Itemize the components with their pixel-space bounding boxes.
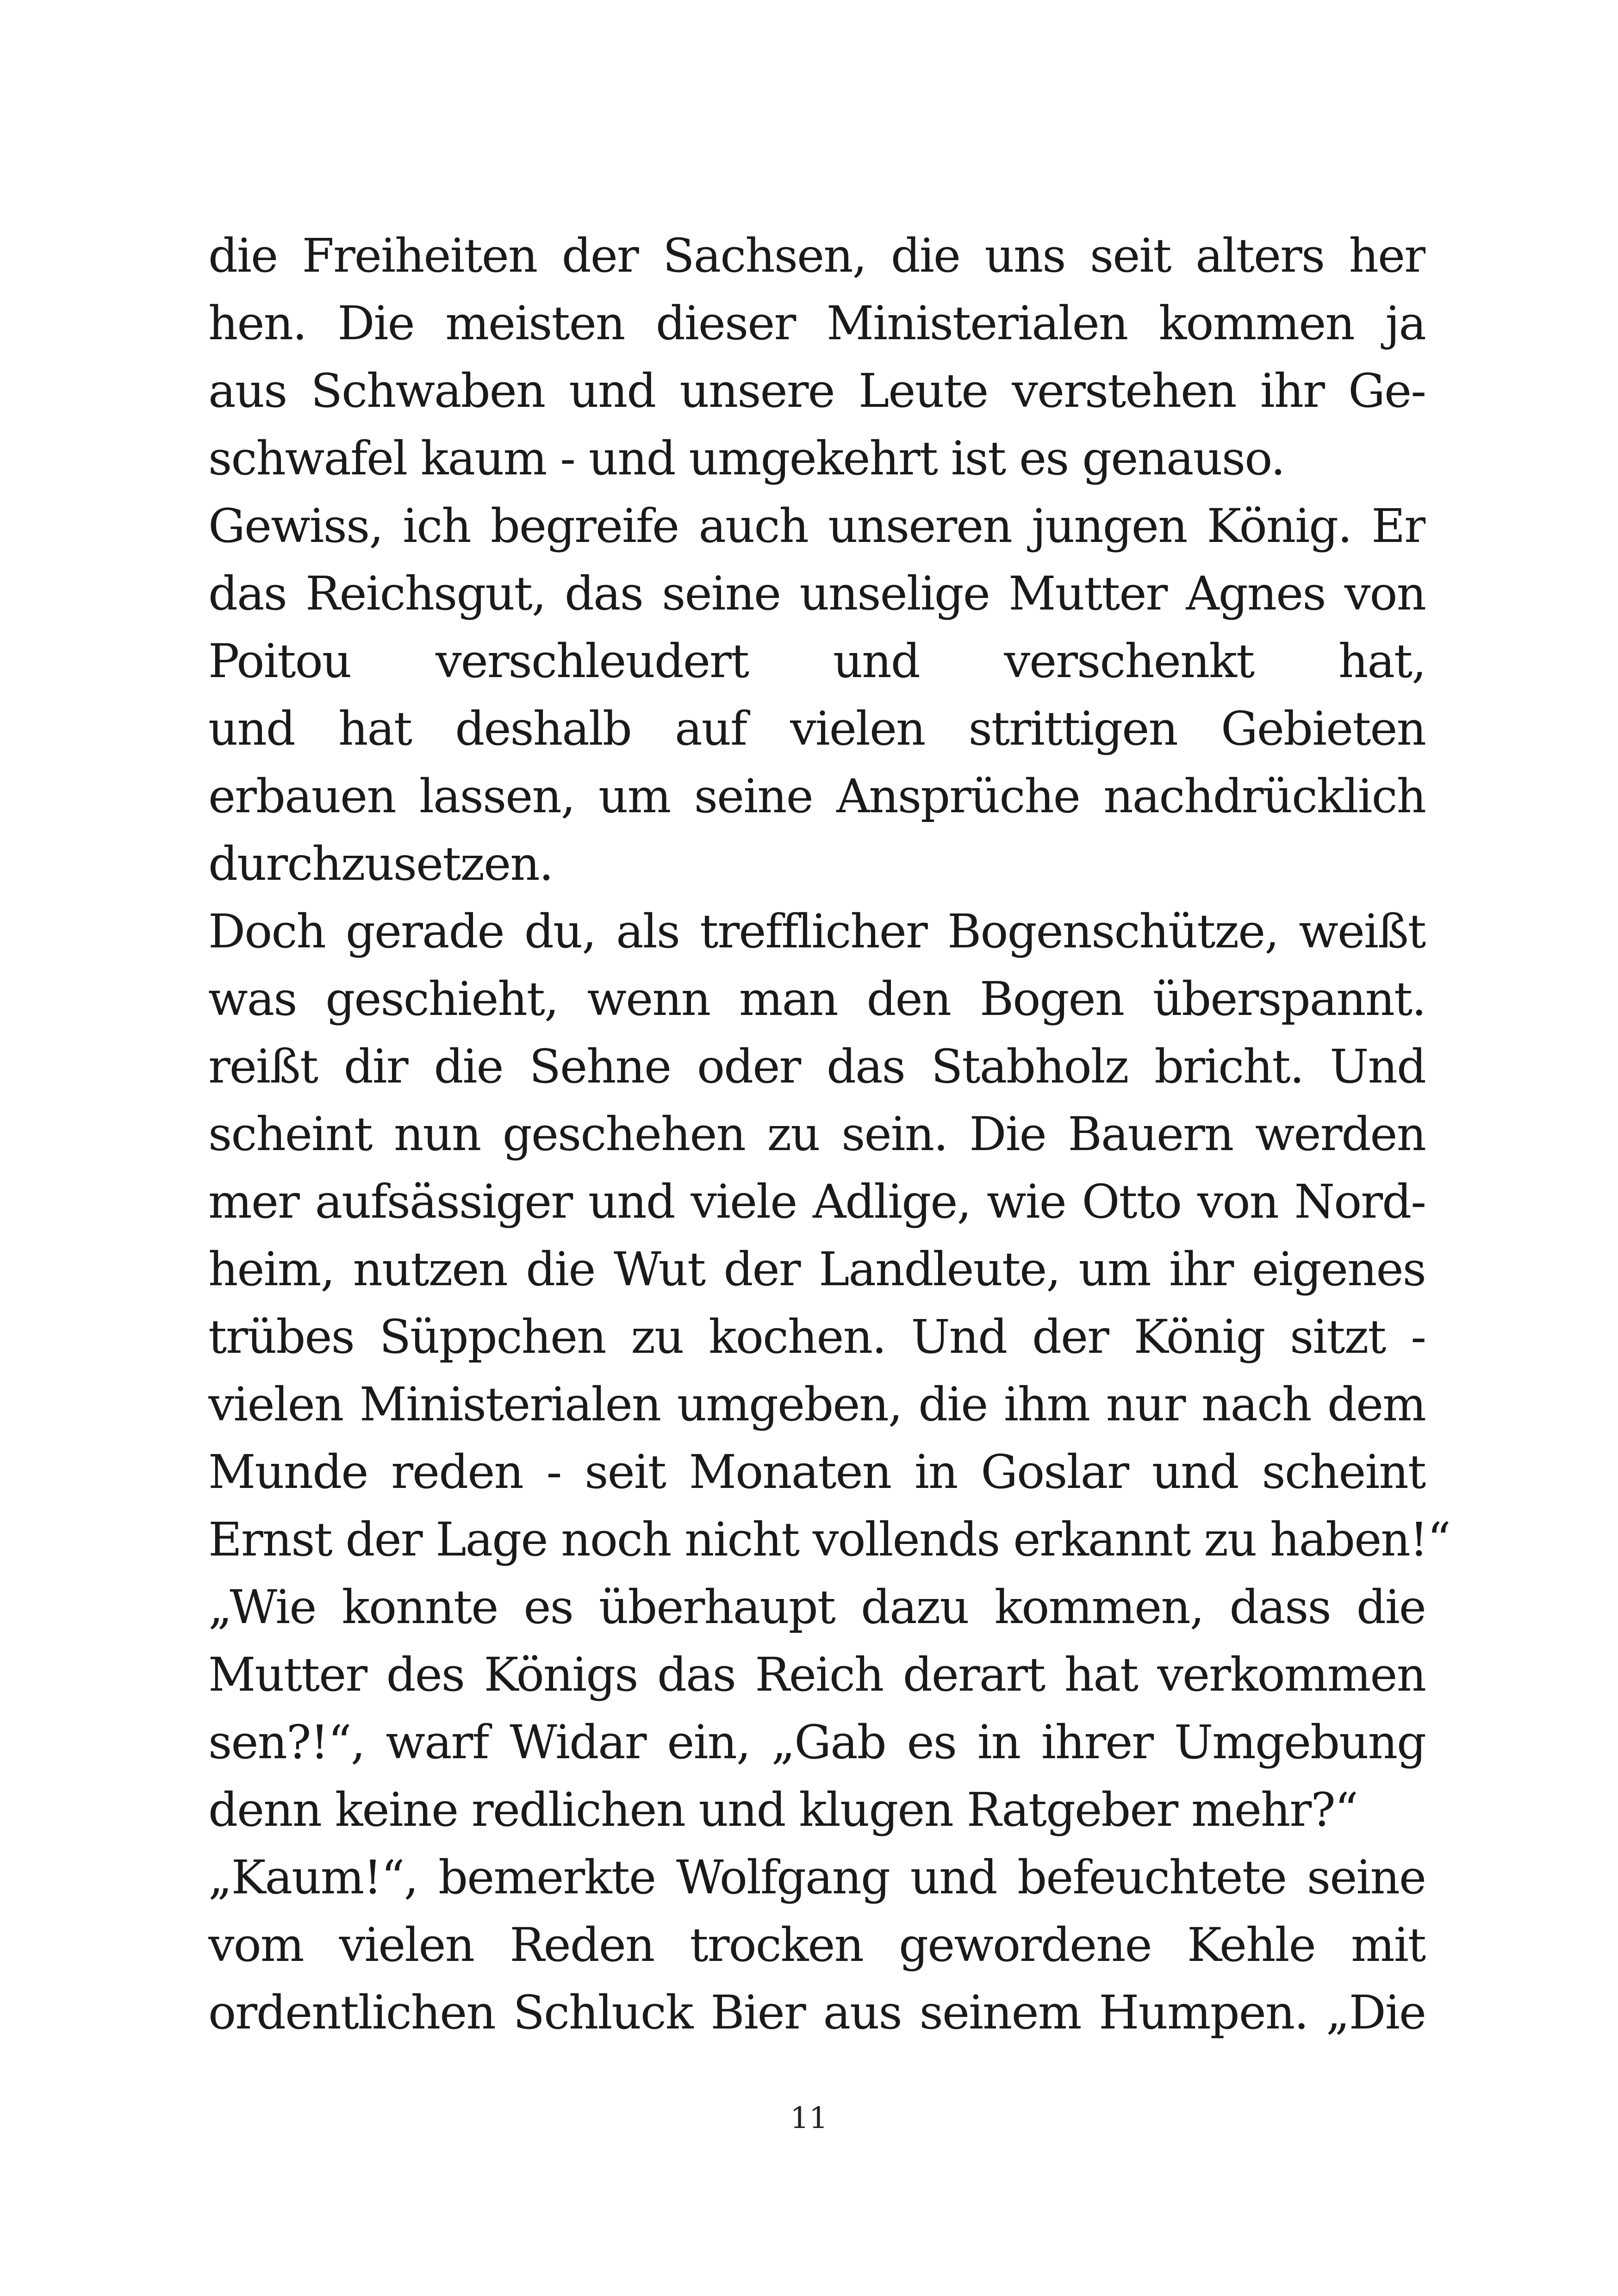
text-line: und hat deshalb auf vielen strittigen Gebieten [208,702,1425,756]
text-line: heim, nutzen die Wut der Landleute, um ihr eigenes [208,1242,1425,1296]
text-line: „Kaum!“, bemerkte Wolfgang und befeuchtete seine [208,1850,1425,1904]
text-line: vom vielen Reden trocken gewordene Kehle mit [208,1918,1425,1972]
text-line: Gewiss, ich begreife auch unseren jungen König. Er [208,499,1425,553]
text-line: reißt dir die Sehne oder das Stabholz bricht. Und [208,1039,1425,1094]
text-line: aus Schwaben und unsere Leute verstehen ihr Ge- [208,364,1425,418]
text-line: die Freiheiten der Sachsen, die uns seit alters her [208,229,1425,283]
text-line: Poitou verschleudert und verschenkt hat, [208,634,1425,688]
text-line: ordentlichen Schluck Bier aus seinem Humpen. „Die [208,1985,1425,2040]
text-line: sen?!“, warf Widar ein, „Gab es in ihrer Umgebung [208,1715,1425,1769]
text-line: erbauen lassen, um seine Ansprüche nachdrücklich [208,769,1425,823]
text-line: das Reichsgut, das seine unselige Mutter Agnes von [208,566,1425,621]
text-line: durchzusetzen. [208,837,553,891]
text-line: trübes Süppchen zu kochen. Und der König sitzt - [208,1310,1425,1364]
text-line: hen. Die meisten dieser Ministerialen kommen ja [208,296,1425,350]
text-line: denn keine redlichen und klugen Ratgeber mehr?“ [208,1783,1357,1837]
text-line: scheint nun geschehen zu sein. Die Bauern werden [208,1107,1425,1161]
text-line: „Wie konnte es überhaupt dazu kommen, dass die [208,1580,1425,1634]
text-line: Mutter des Königs das Reich derart hat verkommen [208,1648,1425,1702]
text-line: Munde reden - seit Monaten in Goslar und scheint [208,1445,1425,1499]
text-line: schwafel kaum - und umgekehrt ist es genauso. [208,431,1285,485]
text-line: Ernst der Lage noch nicht vollends erkannt zu haben!“ [208,1512,1450,1567]
text-line: was geschieht, wenn man den Bogen überspannt. [208,972,1425,1026]
text-line: mer aufsässiger und viele Adlige, wie Otto von Nord- [208,1175,1425,1229]
page-number: 11 [790,2101,828,2135]
text-line: Doch gerade du, als trefflicher Bogenschütze, weißt [208,904,1425,958]
body-text [208,222,1450,2047]
text-line: vielen Ministerialen umgeben, die ihm nur nach dem [208,1377,1425,1431]
